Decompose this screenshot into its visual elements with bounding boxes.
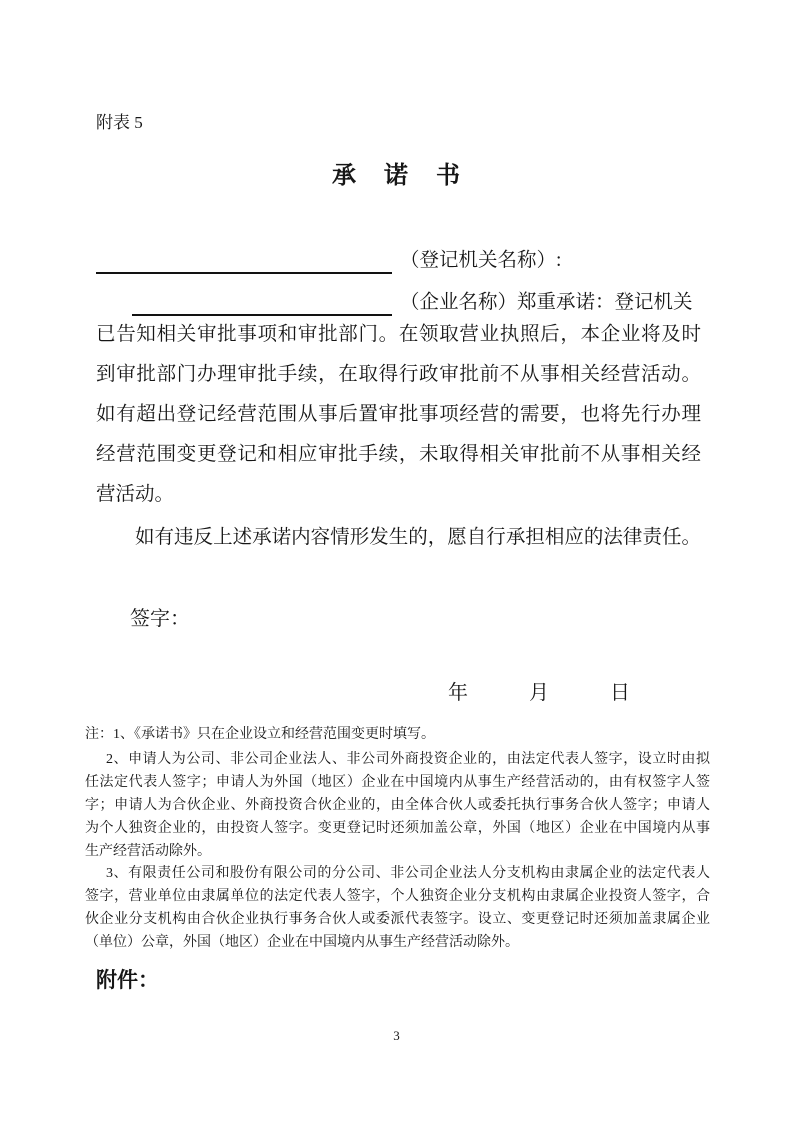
- body-line: 如有超出登记经营范围从事后置审批事项经营的需要，也将先行办理: [96, 404, 701, 425]
- note-line: 2、申请人为公司、非公司企业法人、非公司外商投资企业的，由法定代表人签字，设立时由拟: [106, 752, 710, 767]
- note-line: 签字，营业单位由隶属单位的法定代表人签字，个人独资企业分支机构由隶属企业投资人签字，合: [85, 889, 710, 904]
- registration-authority-blank-underline: [96, 253, 392, 274]
- date-year-label: 年: [448, 682, 468, 704]
- date-month-label: 月: [529, 682, 549, 704]
- declarer-line: [96, 286, 693, 314]
- note-line: 字；申请人为合伙企业、外商投资合伙企业的，由全体合伙人或委托执行事务合伙人签字；申请人: [85, 798, 710, 813]
- attachment-table-label: 附表 5: [96, 113, 143, 132]
- date-day-label: 日: [610, 682, 630, 704]
- note-line: 3、有限责任公司和股份有限公司的分公司、非公司企业法人分支机构由隶属企业的法定代表人: [106, 866, 710, 881]
- note-1: 注：1、《承诺书》只在企业设立和经营范围变更时填写。: [85, 727, 435, 742]
- document-title: 承 诺 书: [332, 163, 461, 189]
- page-number: 3: [393, 1028, 400, 1043]
- note-line: 为个人独资企业的，由投资人签字。变更登记时还须加盖公章，外国（地区）企业在中国境内从事: [85, 821, 710, 836]
- body-line: 已告知相关审批事项和审批部门。在领取营业执照后，本企业将及时: [96, 324, 701, 345]
- attachment-section-heading: 附件：: [96, 969, 159, 992]
- body-line: 到审批部门办理审批手续，在取得行政审批前不从事相关经营活动。: [96, 364, 701, 385]
- note-line: （单位）公章，外国（地区）企业在中国境内从事生产经营活动除外。: [85, 935, 519, 950]
- signature-label: 签字：: [130, 608, 190, 630]
- recipient-line: [96, 244, 561, 272]
- body-line: 营活动。: [96, 484, 175, 505]
- date-line: [448, 676, 630, 705]
- note-2: [85, 752, 710, 867]
- note-line: 生产经营活动除外。: [85, 844, 211, 859]
- liability-statement: 如有违反上述承诺内容情形发生的，愿自行承担相应的法律责任。: [135, 527, 701, 548]
- recipient-line-suffix: （登记机关名称）:: [400, 250, 562, 271]
- commitment-body-paragraph: [96, 325, 701, 525]
- note-line: 伙企业分支机构由合伙企业执行事务合伙人或委派代表签字。设立、变更登记时还须加盖隶属企业: [85, 912, 710, 927]
- note-3: [85, 866, 710, 958]
- note-line: 任法定代表人签字；申请人为外国（地区）企业在中国境内从事生产经营活动的，由有权签字人签: [85, 775, 710, 790]
- declarer-line-suffix: （企业名称）郑重承诺：登记机关: [400, 292, 693, 313]
- enterprise-name-blank-underline: [132, 295, 392, 316]
- body-line: 经营范围变更登记和相应审批手续，未取得相关审批前不从事相关经: [96, 444, 701, 465]
